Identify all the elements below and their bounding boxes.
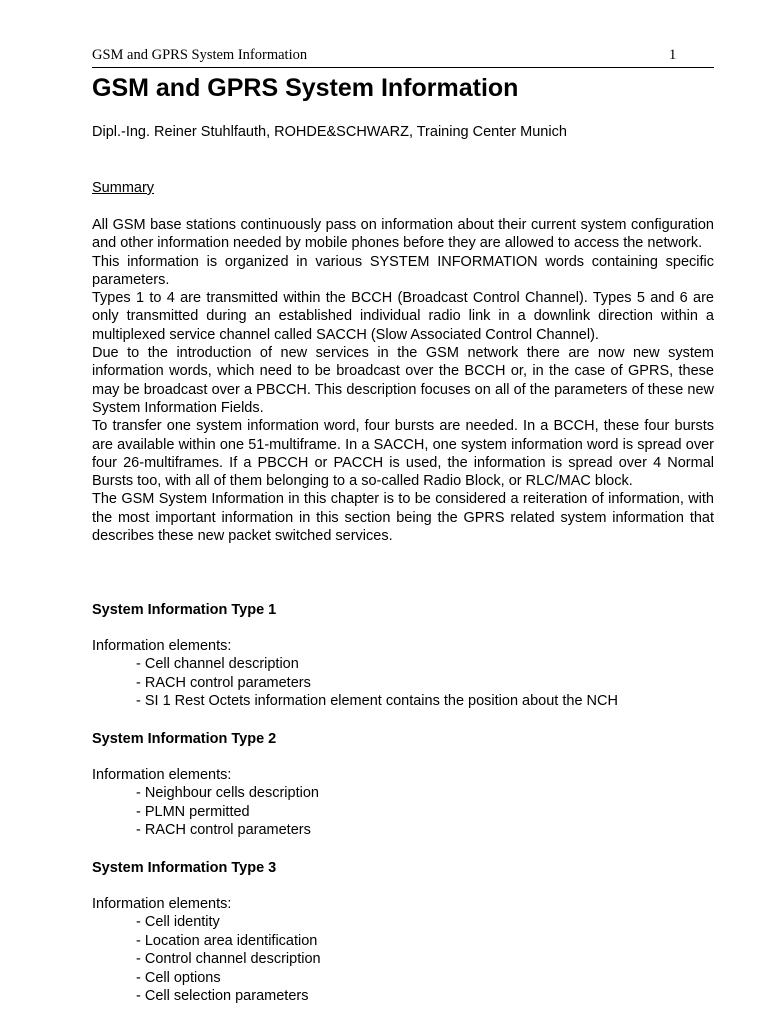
paragraph: Due to the introduction of new services in the GSM network there are now new system information words, which need to be broadcast over the BCCH or, in the case of GPRS, these may be broadcast over a PBCCH. This description focuses on all of the parameters of these new System Information Fields.	[92, 345, 714, 416]
list-item: - RACH control parameters	[136, 674, 311, 691]
list-item: - Neighbour cells description	[136, 785, 319, 802]
section-si-type-3	[92, 859, 714, 1005]
list-item: - SI 1 Rest Octets information element contains the position about the NCH	[136, 693, 618, 710]
paragraph: The GSM System Information in this chapter is to be considered a reiteration of information, with the most important information in this section being the GPRS related system information that describes these new packet switched services.	[92, 491, 714, 545]
header-page-number: 1	[669, 47, 677, 63]
info-element-list	[92, 784, 714, 839]
info-element-list	[92, 913, 714, 1005]
list-item: - RACH control parameters	[136, 822, 311, 839]
list-item: - Cell options	[136, 969, 221, 986]
section-label: Information elements:	[92, 896, 232, 912]
section-label: Information elements:	[92, 638, 232, 654]
section-heading: System Information Type 3	[92, 860, 277, 876]
running-header	[92, 45, 714, 68]
paragraph: This information is organized in various SYSTEM INFORMATION words containing specific parameters.	[92, 253, 714, 288]
section-si-type-2	[92, 730, 714, 840]
list-item: - Cell channel description	[136, 656, 299, 673]
section-heading: System Information Type 1	[92, 602, 277, 618]
section-heading: System Information Type 2	[92, 731, 277, 747]
author-line: Dipl.-Ing. Reiner Stuhlfauth, ROHDE&SCHWARZ, Training Center Munich	[92, 124, 567, 140]
info-element-list	[92, 655, 714, 710]
list-item: - Cell selection parameters	[136, 987, 309, 1004]
paragraph: All GSM base stations continuously pass on information about their current system configuration and other information needed by mobile phones before they are allowed to access the network.	[92, 217, 714, 252]
section-si-type-1	[92, 601, 714, 711]
list-item: - Control channel description	[136, 951, 321, 968]
document-title: GSM and GPRS System Information	[92, 74, 519, 102]
section-label: Information elements:	[92, 767, 232, 783]
paragraph: Types 1 to 4 are transmitted within the BCCH (Broadcast Control Channel). Types 5 and 6 are only transmitted during an established individual radio link in a downlink direction within a multiplexed service channel called SACCH (Slow Associated Control Channel).	[92, 290, 714, 343]
list-item: - PLMN permitted	[136, 803, 250, 820]
list-item: - Location area identification	[136, 932, 318, 949]
summary-body	[92, 216, 714, 545]
summary-heading: Summary	[92, 180, 155, 196]
paragraph: To transfer one system information word, four bursts are needed. In a BCCH, these four bursts are available within one 51-multiframe. In a SACCH, one system information word is spread over four 26-multiframes. If a PBCCH or PACCH is used, the information is spread over 4 Normal Bursts too, with all of them belonging to a so-called Radio Block, or RLC/MAC block.	[92, 418, 714, 490]
header-title: GSM and GPRS System Information	[92, 47, 308, 63]
list-item: - Cell identity	[136, 914, 220, 931]
